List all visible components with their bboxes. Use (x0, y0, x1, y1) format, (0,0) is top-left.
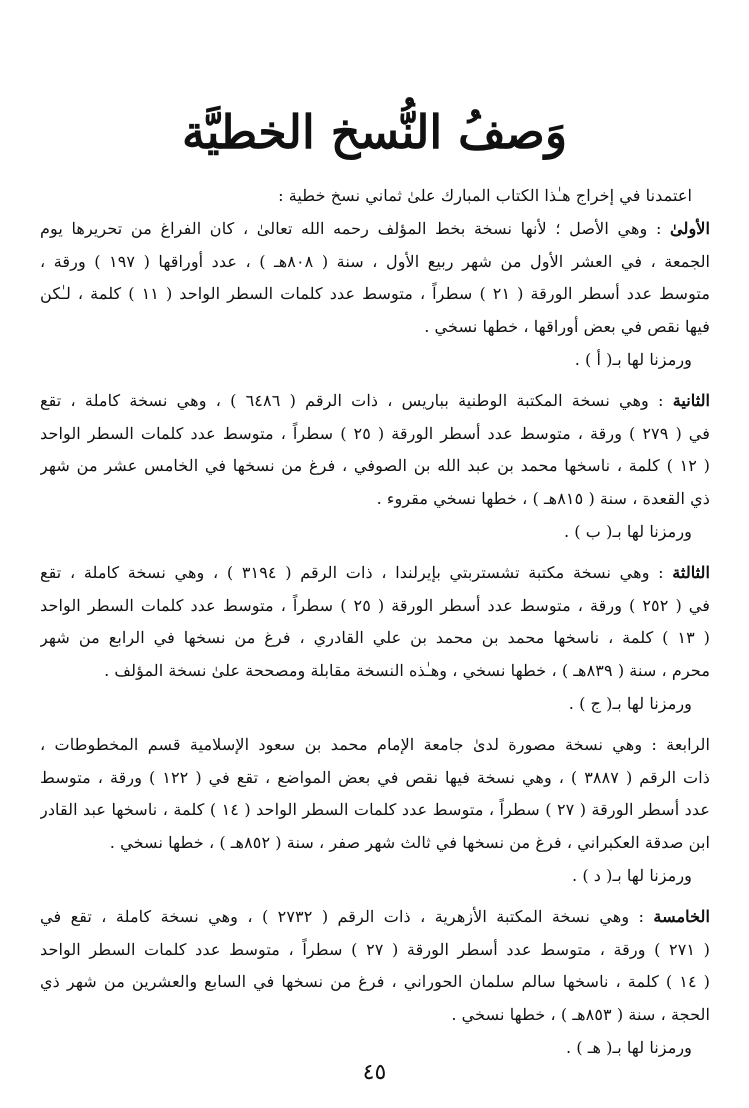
section-2-line-2: في ( ٢٧٩ ) ورقة ، متوسط عدد أسطر الورقة ( ٢٥ ) سطراً ، متوسط عدد كلمات السطر الواحد (40, 423, 710, 443)
section-2-line-4: ذي القعدة ، سنة ( ٨١٥هـ ) ، خطها نسخي مقروء . (376, 489, 710, 509)
section-1-label: الأولىٰ (670, 218, 710, 238)
section-4-line-2: ذات الرقم ( ٣٨٨٧ ) ، وهي نسخة فيها نقص في بعض المواضع ، تقع في ( ١٢٢ ) ورقة ، متوسط (40, 767, 710, 787)
page-body (40, 180, 710, 1065)
section-4-symbol: ورمزنا لها بـ( د ) . (572, 865, 692, 885)
page-number: ٤٥ (362, 1060, 387, 1085)
section-3-line-3: ( ١٣ ) كلمة ، ناسخها محمد بن محمد بن علي القادري ، فرغ من نسخها في الرابع من شهر (40, 628, 710, 648)
section-3-line-4: محرم ، سنة ( ٨٣٩هـ ) ، خطها نسخي ، وهـٰذه النسخة مقابلة ومصححة علىٰ نسخة المؤلف . (104, 661, 710, 681)
section-2-line-1: الثانية : وهي نسخة المكتبة الوطنية بباريس ، ذات الرقم ( ٦٤٨٦ ) ، وهي نسخة كاملة ، تقع (40, 390, 710, 410)
section-4-line-4: ابن صدقة العكبراني ، فرغ من نسخها في ثالث شهر صفر ، سنة ( ٨٥٢هـ ) ، خطها نسخي . (109, 833, 710, 853)
section-3-symbol: ورمزنا لها بـ( ج ) . (568, 693, 692, 713)
section-4-line-3: عدد أسطر الورقة ( ٢٧ ) سطراً ، متوسط عدد كلمات السطر الواحد ( ١٤ ) كلمة ، ناسخها عبد القادر (40, 800, 710, 820)
section-4-line-1: الرابعة : وهي نسخة مصورة لدىٰ جامعة الإمام محمد بن سعود الإسلامية قسم المخطوطات ، (40, 734, 710, 754)
section-3-line-1: الثالثة : وهي نسخة مكتبة تشستربتي بإيرلندا ، ذات الرقم ( ٣١٩٤ ) ، وهي نسخة كاملة ، تقع (40, 562, 710, 582)
section-1-symbol: ورمزنا لها بـ( أ ) . (574, 349, 692, 369)
section-1-line-3: متوسط عدد أسطر الورقة ( ٢١ ) سطراً ، متوسط عدد كلمات السطر الواحد ( ١١ ) كلمة ، لـٰكن (40, 284, 710, 304)
section-2-line-3: ( ١٢ ) كلمة ، ناسخها محمد بن عبد الله بن الصوفي ، فرغ من نسخها في الخامس عشر من شهر (40, 456, 710, 476)
section-2-label: الثانية (672, 390, 710, 410)
section-5-line-4: الحجة ، سنة ( ٨٥٣هـ ) ، خطها نسخي . (451, 1005, 710, 1025)
section-1-line-4: فيها نقص في بعض أوراقها ، خطها نسخي . (424, 317, 710, 337)
section-2-symbol: ورمزنا لها بـ( ب ) . (564, 521, 692, 541)
section-5-line-3: ( ١٤ ) كلمة ، ناسخها سالم سلمان الحوراني ، فرغ من نسخها في السابع والعشرين من شهر ذي (40, 972, 710, 992)
section-3-line-2: في ( ٢٥٢ ) ورقة ، متوسط عدد أسطر الورقة ( ٢٥ ) سطراً ، متوسط عدد كلمات السطر الواحد (40, 595, 710, 615)
section-1-line-2: الجمعة ، في العشر الأول من شهر ربيع الأول ، سنة ( ٨٠٨هـ ) ، عدد أوراقها ( ١٩٧ ) ورقة ، (40, 251, 710, 271)
section-3-label: الثالثة (672, 562, 710, 582)
intro-text: اعتمدنا في إخراج هـٰذا الكتاب المبارك علىٰ ثماني نسخ خطية : (278, 186, 692, 205)
section-1-line-1: الأولىٰ : وهي الأصل ؛ لأنها نسخة بخط المؤلف رحمه الله تعالىٰ ، كان الفراغ من تحريرها يوم (40, 218, 710, 238)
section-5-symbol: ورمزنا لها بـ( هـ ) . (565, 1037, 692, 1057)
page-title: وَصفُ النُّسخ الخطيَّة (181, 105, 568, 159)
section-5-line-1: الخامسة : وهي نسخة المكتبة الأزهرية ، ذات الرقم ( ٢٧٣٢ ) ، وهي نسخة كاملة ، تقع في (40, 906, 710, 926)
section-5-line-2: ( ٢٧١ ) ورقة ، متوسط عدد أسطر الورقة ( ٢٧ ) سطراً ، متوسط عدد كلمات السطر الواحد (40, 939, 710, 959)
section-5-label: الخامسة (653, 906, 710, 926)
